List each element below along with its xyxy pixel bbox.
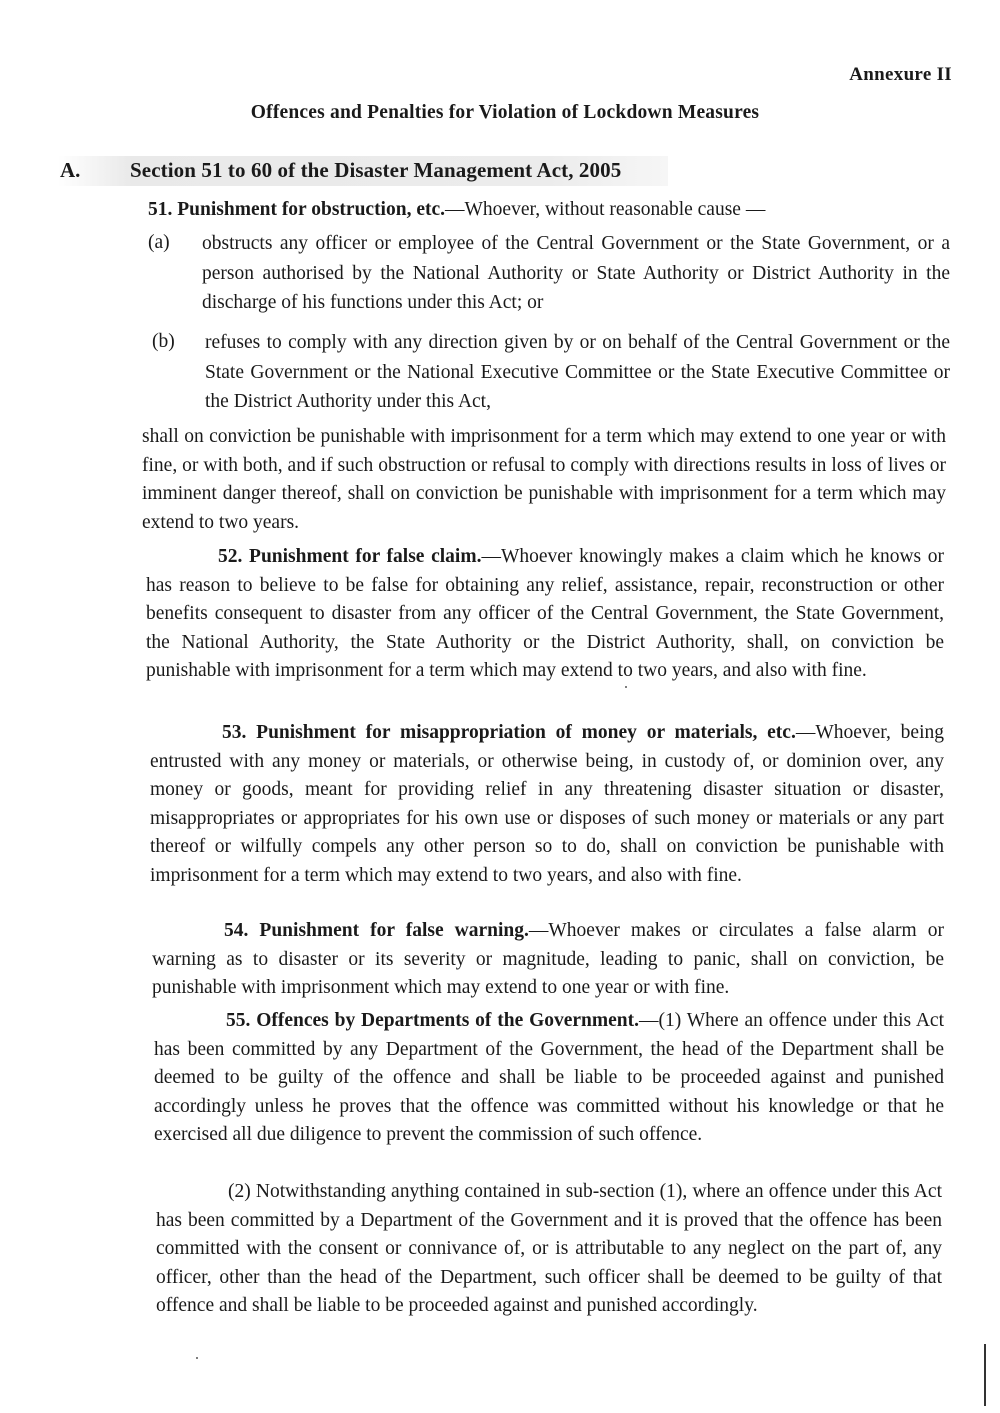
section-number: 51. bbox=[148, 199, 173, 220]
section-heading: Punishment for misappropriation of money or materials, etc. bbox=[256, 722, 796, 743]
section-number: 53. bbox=[222, 722, 247, 743]
scan-speck bbox=[196, 1357, 198, 1359]
annexure-label: Annexure II bbox=[849, 64, 952, 85]
section-55 bbox=[154, 1007, 944, 1150]
section-51-tail: shall on conviction be punishable with imprisonment for a term which may extend to one year or with fine, or with both, and if such obstruction or refusal to comply with directions results in loss of lives or imminent danger thereof, shall on conviction be punishable with imprisonment for a term which may extend to two years. bbox=[142, 426, 946, 533]
section-text: —Whoever, being entrusted with any money or materials, or otherwise being, in custody of, or dominion over, any money or goods, meant for providing relief in any threatening disaster situation or disaster, misappropriates or appropriates for his own use or disposes of such money or materials or any part thereof or wilfully compels any other person so to do, shall on conviction be punishable with imprisonment for a term which may extend to two years, and also with fine. bbox=[150, 722, 944, 886]
section-52 bbox=[146, 543, 944, 686]
clause-a-label: (a) bbox=[148, 232, 170, 253]
section-heading: Punishment for false warning. bbox=[259, 920, 529, 941]
section-letter: A. bbox=[60, 158, 81, 182]
clause-b-label: (b) bbox=[152, 331, 175, 352]
section-heading: Punishment for false claim. bbox=[249, 546, 482, 567]
section-51-intro bbox=[148, 196, 908, 225]
section-title: Section 51 to 60 of the Disaster Management Act, 2005 bbox=[130, 158, 622, 182]
section-text: —(1) Where an offence under this Act has been committed by any Department of the Government, the head of the Department shall be deemed to be guilty of the offence and shall be liable to be proceeded against and punished accordingly unless he proves that the offence was committed without his knowledge or that he exercised all due diligence to prevent the commission of such offence. bbox=[154, 1010, 945, 1145]
section-55-subsection-2 bbox=[156, 1178, 942, 1321]
section-number: 54. bbox=[224, 920, 249, 941]
subsection-text: (2) Notwithstanding anything contained in sub-section (1), where an offence under this Act has been committed by a Department of the Government and it is proved that the offence has been committed with the consent or connivance of, or is attributable to any neglect on the part of, any officer, other than the head of the Department, such officer shall be deemed to be guilty of that offence and shall be liable to be proceeded against and punished accordingly. bbox=[156, 1181, 942, 1316]
section-text: —Whoever makes or circulates a false alarm or warning as to disaster or its severity or magnitude, leading to panic, shall on conviction, be punishable with imprisonment which may extend to one year or with fine. bbox=[152, 920, 944, 998]
clause-b-text: refuses to comply with any direction given by or on behalf of the Central Government or the State Government or the National Executive Committee or the State Executive Committee or the District Authority under this Act, bbox=[205, 332, 950, 412]
page-title: Offences and Penalties for Violation of Lockdown Measures bbox=[250, 102, 760, 123]
section-heading: Offences by Departments of the Government. bbox=[256, 1010, 640, 1031]
section-number: 55. bbox=[226, 1010, 251, 1031]
section-53 bbox=[150, 719, 944, 890]
clause-a-text: obstructs any officer or employee of the Central Government or the State Government, or a person authorised by the National Authority or State Authority or District Authority in the discharge of his functions under this Act; or bbox=[202, 233, 950, 313]
section-number: 52. bbox=[218, 546, 243, 567]
scan-speck bbox=[625, 686, 627, 688]
scan-edge-mark bbox=[984, 1344, 986, 1406]
section-heading: Punishment for obstruction, etc. bbox=[177, 199, 446, 220]
section-54 bbox=[152, 917, 944, 1003]
section-text: —Whoever knowingly makes a claim which he knows or has reason to believe to be false for obtaining any relief, assistance, repair, reconstruction or other benefits consequent to disaster from any officer of the Central Government, the State Government, the National Authority, the State Authority or the District Authority, shall, on conviction be punishable with imprisonment for a term which may extend to two years, and also with fine. bbox=[146, 546, 945, 681]
section-text: —Whoever, without reasonable cause — bbox=[445, 199, 766, 220]
